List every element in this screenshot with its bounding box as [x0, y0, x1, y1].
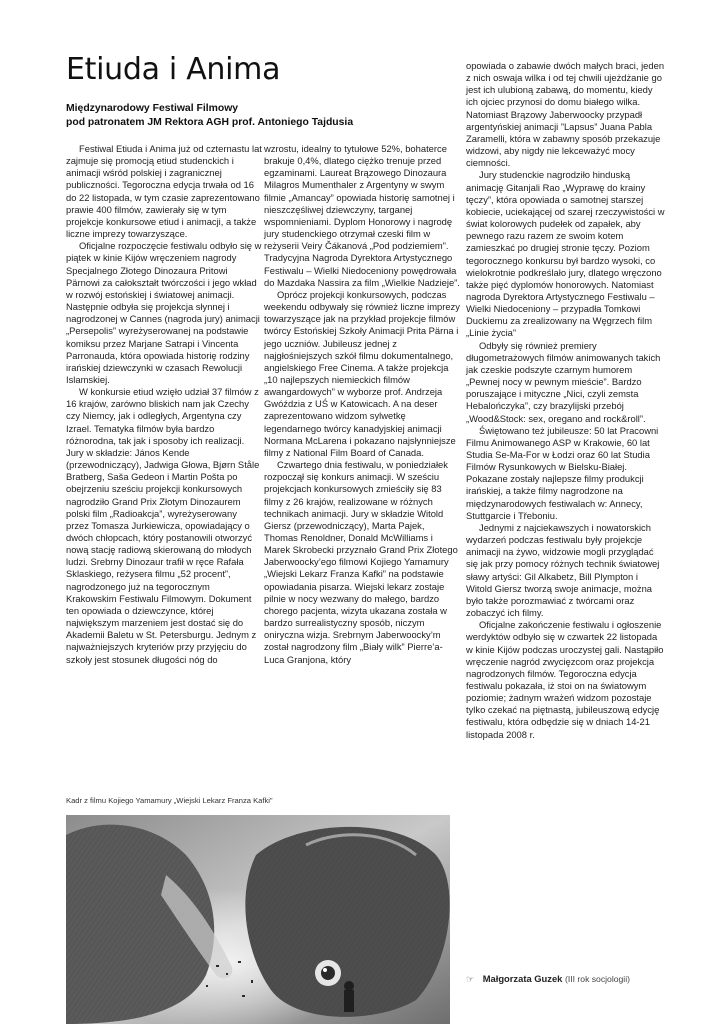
subtitle-line-patronage: pod patronatem JM Rektora AGH prof. Antoniego Tajdusia: [66, 117, 354, 128]
paragraph: W konkursie etiud wzięło udział 37 filmów z 16 krajów, zarówno bliskich nam jak Czechy czy Niemcy, jak i odległych, Argentyna czy Izrael. Tematyka filmów była bardzo różnorodna, tak jak i sposoby ich realizacji. Jury w składzie: János Kende (przewodniczący), Jadwiga Głowa, Bjørn Ståle Bratberg, Saša Gedeon i Martin Pošta po obejrzeniu sześciu projekcji konkursowych nagrodziło Grand Prix Złotym Dinozaurem polski film „Radioakcja”, wyreżyserowany przez Tomasza Jurkiewicza, opowiadający o dwóch chłopcach, który postanowili otworzyć nową stację radiową skierowaną do młodych ludzi. Srebrny Dinozaur trafił w ręce Rafała Sklaskiego, reżysera filmu „52 procent”, nagrodzonego już na tegorocznym Krakowskim Festiwalu Filmowym. Dokument ten opowiada o dziewczynce, której największym marzeniem jest dostać się do Akademii Baletu w St. Petersburgu. Jednym z najważniejszych kryteriów przy przyjęciu do szkoły jest stosunek długości nóg do: [66, 386, 260, 665]
paragraph: Jury studenckie nagrodziło hinduską animację Gitanjali Rao „Wyprawę do krainy tęczy”, która opowiada o samotnej starszej kobiecie, uciekającej od szarej rzeczywistości w świat kolorowych pudełek od zapałek, aby pewnego razu razem ze swoim kotem zamieszkać po drugiej stronie tęczy. Poziom tegorocznego konkursu był bardzo wysoki, co wielokrotnie podkreślało jury, dlatego wręczono także pięć dyplomów honorowych. Natomiast nagroda Dyrektora Artystycznego Festiwalu – Wielki Niedoceniony – przypadła Tomkowi Duckiemu za zrealizowany na Węgrzech film „Linie życia”: [466, 169, 665, 339]
author-signature: [466, 973, 686, 985]
paragraph: Czwartego dnia festiwalu, w poniedziałek rozpoczął się konkurs animacji. W sześciu projekcjach konkursowych zmieściły się 83 filmy z 26 krajów, realizowane w różnych technikach animacji. Jury w składzie Witold Giersz (przewodniczący), Marta Pajek, Thomas Renoldner, Donald McWilliams i Marek Skrobecki przyznało Grand Prix Złotego Jaberwoocky’ego filmowi Kojiego Yamamury „Wiejski Lekarz Franza Kafki” na podstawie opowiadania pisarza. Wiejski lekarz zostaje pilnie w nocy wezwany do małego, bardzo chorego pacjenta, wizyta ukazana została w bardzo surrealistyczny sposób, niczym oniryczna wizja. Srebrnym Jaberwoocky’m został nagrodzony film „Biały wilk” Pierre’a-Luca Granjona, który: [264, 459, 458, 665]
paragraph: Oficjalne zakończenie festiwalu i ogłoszenie werdyktów odbyło się w czwartek 22 listopada w kinie Kijów podczas uroczystej gali. Nastąpiło wręczenie nagród zwycięzcom oraz projekcja nagrodzonych filmów. Tegoroczna edycja festiwalu pokazała, iż stoi on na światowym poziomie; żadnym wrażeń widzom pozostaje tylko czekać na piętnastą, jubileuszową edycję festiwalu, która odbędzie się w dniach 14-21 listopada 2008 r.: [466, 619, 664, 740]
paragraph: Oprócz projekcji konkursowych, podczas weekendu odbywały się również liczne imprezy towarzyszące jak na przykład projekcje filmów twórcy Estońskiej Szkoły Animacji Prita Pärna i jego uczniów. Jubileusz jednej z najgłośniejszych szkół filmu dokumentalnego, angielskiego Free Cinema. A także projekcja „10 najlepszych niemieckich filmów awangardowych” w wyborze prof. Andrzeja Gwóździa z UŚ w Katowicach. A na deser zaprezentowano widzom sylwetkę legendarnego twórcy kanadyjskiej animacji Normana McLarena i pokazano najsłynniejsze filmy z National Film Board of Canada.: [264, 288, 460, 458]
subtitle-line-festival: Międzynarodowy Festiwal Filmowy: [66, 103, 239, 114]
paragraph: Świętowano też jubileusze: 50 lat Pracowni Filmu Animowanego ASP w Krakowie, 60 lat Studia Se-Ma-For w Łodzi oraz 60 lat Studia Filmów Rysunkowych w Bielsku-Białej. Pokazane zostały najlepsze filmy produkcji irańskiej, a także filmy nagrodzone na międzynarodowych festiwalach w: Annecy, Stuttgarcie i Třeboniu.: [466, 424, 659, 521]
pointing-hand-icon: ☞: [466, 974, 475, 984]
author-role: (III rok socjologii): [565, 974, 630, 984]
paragraph: wzrostu, idealny to tytułowe 52%, bohaterce brakuje 0,4%, dlatego ciężko trenuje przed egzaminami. Laureat Brązowego Dinozaura Milagros Mumenthaler z Argentyny w swym filmie „Amancay” opowiada historię samotnej i nieszczęśliwej dziewczyny, targanej wspomnieniami. Dyplom Honorowy i nagrodę jury studenckiego otrzymał czeski film w reżyserii Veiry Čákanová „Pod podziemiem”. Tradycyjna Nagroda Dyrektora Artystycznego Festiwalu – Wielki Niedoceniony powędrowała do Mazdaka Nassira za film „Wielkie Nadzieje”.: [264, 143, 460, 288]
text-column-3: [466, 60, 666, 741]
article-title: Etiuda i Anima: [66, 52, 281, 87]
text-column-2: [264, 143, 460, 666]
film-still-illustration: [66, 815, 450, 1024]
photo-caption: Kadr z filmu Kojiego Yamamury „Wiejski Lekarz Franza Kafki”: [66, 796, 273, 805]
text-column-1: [66, 143, 262, 666]
article-subtitle: [66, 102, 446, 130]
paragraph: Jednymi z najciekawszych i nowatorskich wydarzeń podczas festiwalu były projekcje animacji na żywo, widzowie mogli przyglądać się jak przy pomocy różnych technik światowej sławy artyści: Gil Alkabetz, Bill Plympton i Witold Giersz tworzą swoje animacje, można było także porozmawiać z twórcami oraz zobaczyć ich filmy.: [466, 521, 660, 619]
paragraph: opowiada o zabawie dwóch małych braci, jeden z nich oswaja wilka i od tej chwili ujeżdżanie go jest ich ulubioną zabawą, do momentu, kiedy ich ojciec przynosi do domu białego wilka. Natomiast Brązowy Jaberwoocky przypadł argentyńskiej animacji ”Lapsus” Juana Pabla Zaramelli, która w zabawny sposób przekazuje widzowi, aby nigdy nie lekceważyć mocy ciemności.: [466, 60, 665, 169]
paragraph: Festiwal Etiuda i Anima już od czternastu lat zajmuje się promocją etiud studenckich i animacji wśród polskiej i zagranicznej publiczności. Tegoroczna edycja trwała od 16 do 22 listopada, w tym czasie zaprezentowano prawie 400 filmów, zawierały się w tym projekcje konkursowe etiud i animacji, a także liczne imprezy towarzyszące.: [66, 143, 262, 240]
paragraph: Oficjalne rozpoczęcie festiwalu odbyło się w piątek w kinie Kijów wręczeniem nagrody Specjalnego Złotego Dinozaura Pritowi Pärnowi za całokształt twórczości i jego wkład w rozwój estońskiej i światowej animacji. Następnie odbyła się projekcja słynnej i nagrodzonej w Cannes (nagroda jury) animacji „Persepolis” wyreżyserowanej na podstawie komiksu przez Marjane Satrapi i Vincenta Parronauda, która opowiada historię rodziny irańskiej dziewczynki w czasach Rewolucji Islamskiej.: [66, 240, 262, 385]
author-name: Małgorzata Guzek: [482, 973, 563, 984]
paragraph: Odbyły się również premiery długometrażowych filmów animowanych takich jak czeskie podszyte czarnym humorem „Pewnej nocy w pewnym mieście”. Bardzo poruszające i mityczne „Nici, czyli zemsta Hebalończyka”, czy brazylijski przebój „Wood&Stock: sex, oregano and rock&roll”.: [466, 339, 661, 424]
film-still-image: [66, 815, 450, 1024]
